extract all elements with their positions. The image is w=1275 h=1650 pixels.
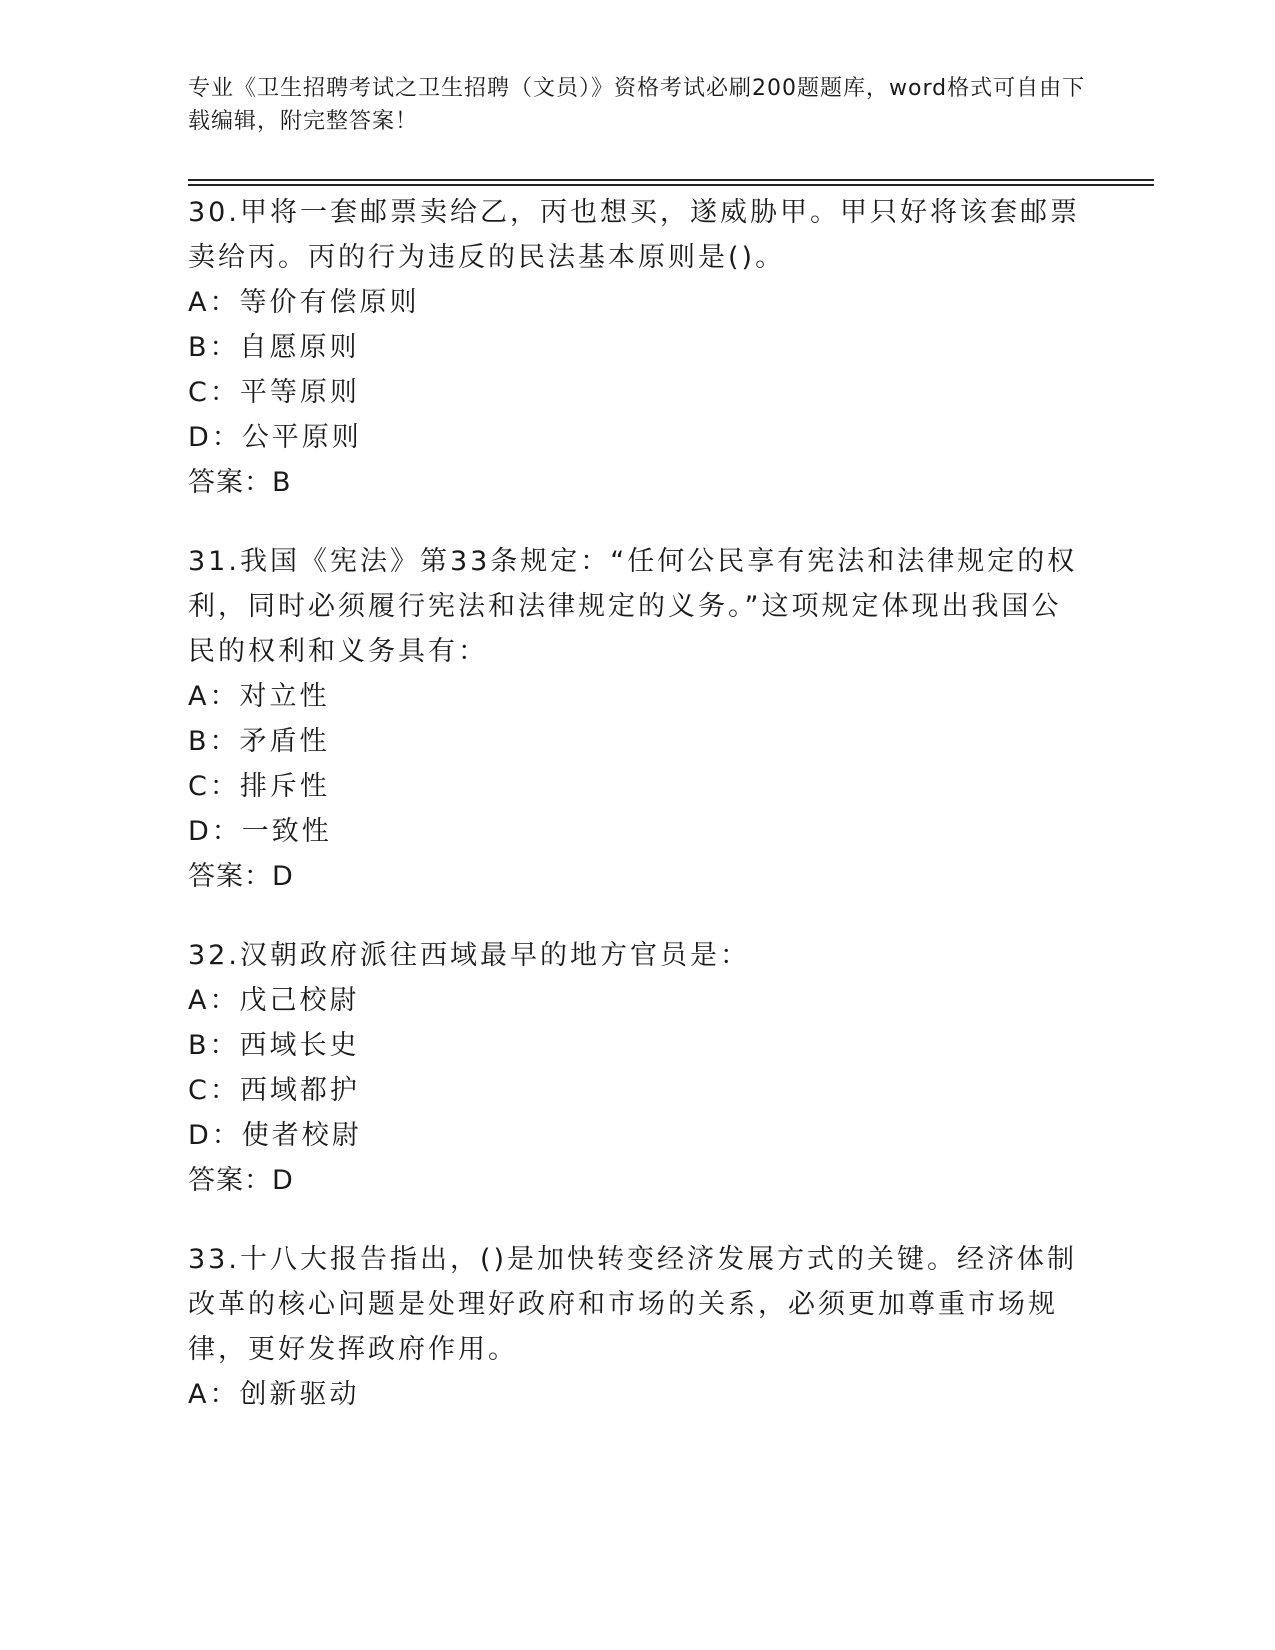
option-d: D：一致性: [188, 816, 332, 847]
option-a: A：等价有偿原则: [188, 287, 420, 318]
header-rule-top: [188, 179, 1154, 181]
answer-line: 答案：D: [188, 861, 294, 892]
question-text: 33.十八大报告指出，()是加快转变经济发展方式的关键。经济体制改革的核心问题是处理好政府和市场的关系，必须更加尊重市场规律，更好发挥政府作用。: [188, 1244, 1078, 1365]
option-b: B：矛盾性: [188, 726, 330, 757]
question-30: [188, 190, 1088, 505]
option-b: B：西域长史: [188, 1030, 360, 1061]
answer-line: 答案：B: [188, 467, 292, 498]
question-31: [188, 539, 1088, 899]
option-c: C：西域都护: [188, 1075, 360, 1106]
question-text: 30.甲将一套邮票卖给乙，丙也想买，遂威胁甲。甲只好将该套邮票卖给丙。丙的行为违反的民法基本原则是()。: [188, 197, 1080, 273]
option-b: B：自愿原则: [188, 332, 360, 363]
question-32: [188, 933, 1088, 1203]
option-a: A：创新驱动: [188, 1379, 360, 1410]
question-list: [188, 190, 1088, 1451]
option-d: D：公平原则: [188, 422, 362, 453]
option-a: A：对立性: [188, 681, 330, 712]
document-header: 专业《卫生招聘考试之卫生招聘（文员）》资格考试必刷200题题库，word格式可自由下载编辑，附完整答案！: [188, 76, 1086, 134]
answer-line: 答案：D: [188, 1165, 294, 1196]
question-text: 32.汉朝政府派往西域最早的地方官员是：: [188, 940, 750, 971]
option-c: C：平等原则: [188, 377, 360, 408]
option-d: D：使者校尉: [188, 1120, 362, 1151]
question-text: 31.我国《宪法》第33条规定：“任何公民享有宪法和法律规定的权利，同时必须履行宪法和法律规定的义务。”这项规定体现出我国公民的权利和义务具有：: [188, 546, 1078, 667]
question-33: [188, 1237, 1088, 1417]
header-rule-bottom: [188, 184, 1154, 186]
option-a: A：戊己校尉: [188, 985, 360, 1016]
option-c: C：排斥性: [188, 771, 330, 802]
